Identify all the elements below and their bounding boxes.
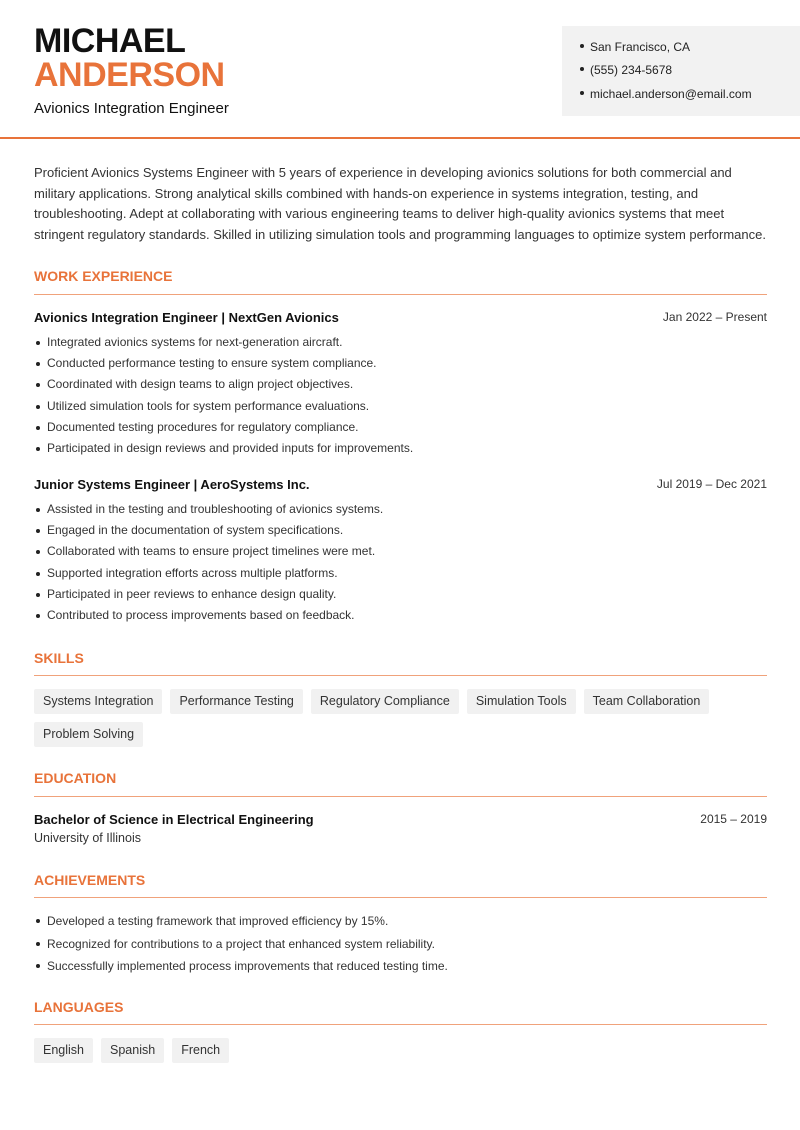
section-divider — [34, 675, 767, 676]
list-item: Participated in peer reviews to enhance design quality. — [34, 584, 383, 605]
list-item: Coordinated with design teams to align project objectives. — [34, 374, 413, 395]
skill-chip: Systems Integration — [34, 689, 162, 714]
skills-heading: SKILLS — [34, 650, 84, 666]
bullet-icon — [580, 67, 584, 71]
list-item: Collaborated with teams to ensure project timelines were met. — [34, 541, 383, 562]
section-divider — [34, 294, 767, 295]
list-item: Successfully implemented process improvements that reduced testing time. — [34, 955, 448, 978]
list-item: Documented testing procedures for regulatory compliance. — [34, 417, 413, 438]
job-2-dates: Jul 2019 – Dec 2021 — [656, 477, 767, 491]
list-item: Engaged in the documentation of system specifications. — [34, 520, 383, 541]
education-heading: EDUCATION — [34, 770, 117, 786]
languages-list — [34, 1038, 774, 1063]
skill-chip: Regulatory Compliance — [311, 689, 459, 714]
first-name: MICHAEL — [34, 22, 186, 60]
list-item: Assisted in the testing and troubleshooting of avionics systems. — [34, 499, 383, 520]
job-1-title: Avionics Integration Engineer | NextGen Avionics — [34, 310, 339, 325]
location-text: San Francisco, CA — [590, 40, 691, 54]
job-1-bullets — [34, 332, 413, 459]
list-item: Recognized for contributions to a project that enhanced system reliability. — [34, 933, 448, 956]
language-chip: English — [34, 1038, 93, 1063]
last-name: ANDERSON — [34, 56, 225, 94]
contact-phone — [580, 63, 672, 77]
job-2-bullets — [34, 499, 383, 626]
list-item: Utilized simulation tools for system performance evaluations. — [34, 396, 413, 417]
skills-list — [34, 689, 774, 747]
list-item: Contributed to process improvements based on feedback. — [34, 605, 383, 626]
contact-location — [580, 40, 690, 54]
phone-text: (555) 234-5678 — [590, 63, 673, 77]
skill-chip: Simulation Tools — [467, 689, 576, 714]
bullet-icon — [580, 44, 584, 48]
list-item: Conducted performance testing to ensure system compliance. — [34, 353, 413, 374]
list-item: Supported integration efforts across multiple platforms. — [34, 563, 383, 584]
list-item: Developed a testing framework that improved efficiency by 15%. — [34, 910, 448, 933]
section-divider — [34, 1024, 767, 1025]
school-name: University of Illinois — [34, 831, 141, 845]
skill-chip: Team Collaboration — [584, 689, 710, 714]
achievements-list — [34, 910, 448, 978]
summary-paragraph: Proficient Avionics Systems Engineer with 5 years of experience in developing avionics solutions for both commercial and military applications. Strong analytical skills combined with hands-on experience in systems integration, testing, and troubleshooting. Adept at collaborating with various engineering teams to deliver high-quality avionics systems that meet stringent regulatory standards. Skilled in utilizing simulation tools and programming languages to optimize system performance. — [34, 165, 766, 242]
achievements-heading: ACHIEVEMENTS — [34, 872, 146, 888]
work-experience-heading: WORK EXPERIENCE — [34, 268, 173, 284]
job-title: Avionics Integration Engineer — [34, 100, 229, 117]
email-text[interactable]: michael.anderson@email.com — [590, 87, 752, 101]
language-chip: Spanish — [101, 1038, 164, 1063]
languages-heading: LANGUAGES — [34, 999, 124, 1015]
skill-chip: Problem Solving — [34, 722, 143, 747]
education-dates: 2015 – 2019 — [700, 812, 767, 826]
skill-chip: Performance Testing — [170, 689, 302, 714]
contact-box — [562, 26, 800, 116]
job-1-dates: Jan 2022 – Present — [662, 310, 767, 324]
degree-title: Bachelor of Science in Electrical Engineering — [34, 812, 314, 827]
list-item: Participated in design reviews and provided inputs for improvements. — [34, 438, 413, 459]
list-item: Integrated avionics systems for next-generation aircraft. — [34, 332, 413, 353]
resume-header — [0, 0, 800, 139]
section-divider — [34, 897, 767, 898]
section-divider — [34, 796, 767, 797]
language-chip: French — [172, 1038, 229, 1063]
contact-email[interactable] — [580, 87, 752, 101]
bullet-icon — [580, 91, 584, 95]
job-2-title: Junior Systems Engineer | AeroSystems Inc. — [34, 477, 310, 492]
